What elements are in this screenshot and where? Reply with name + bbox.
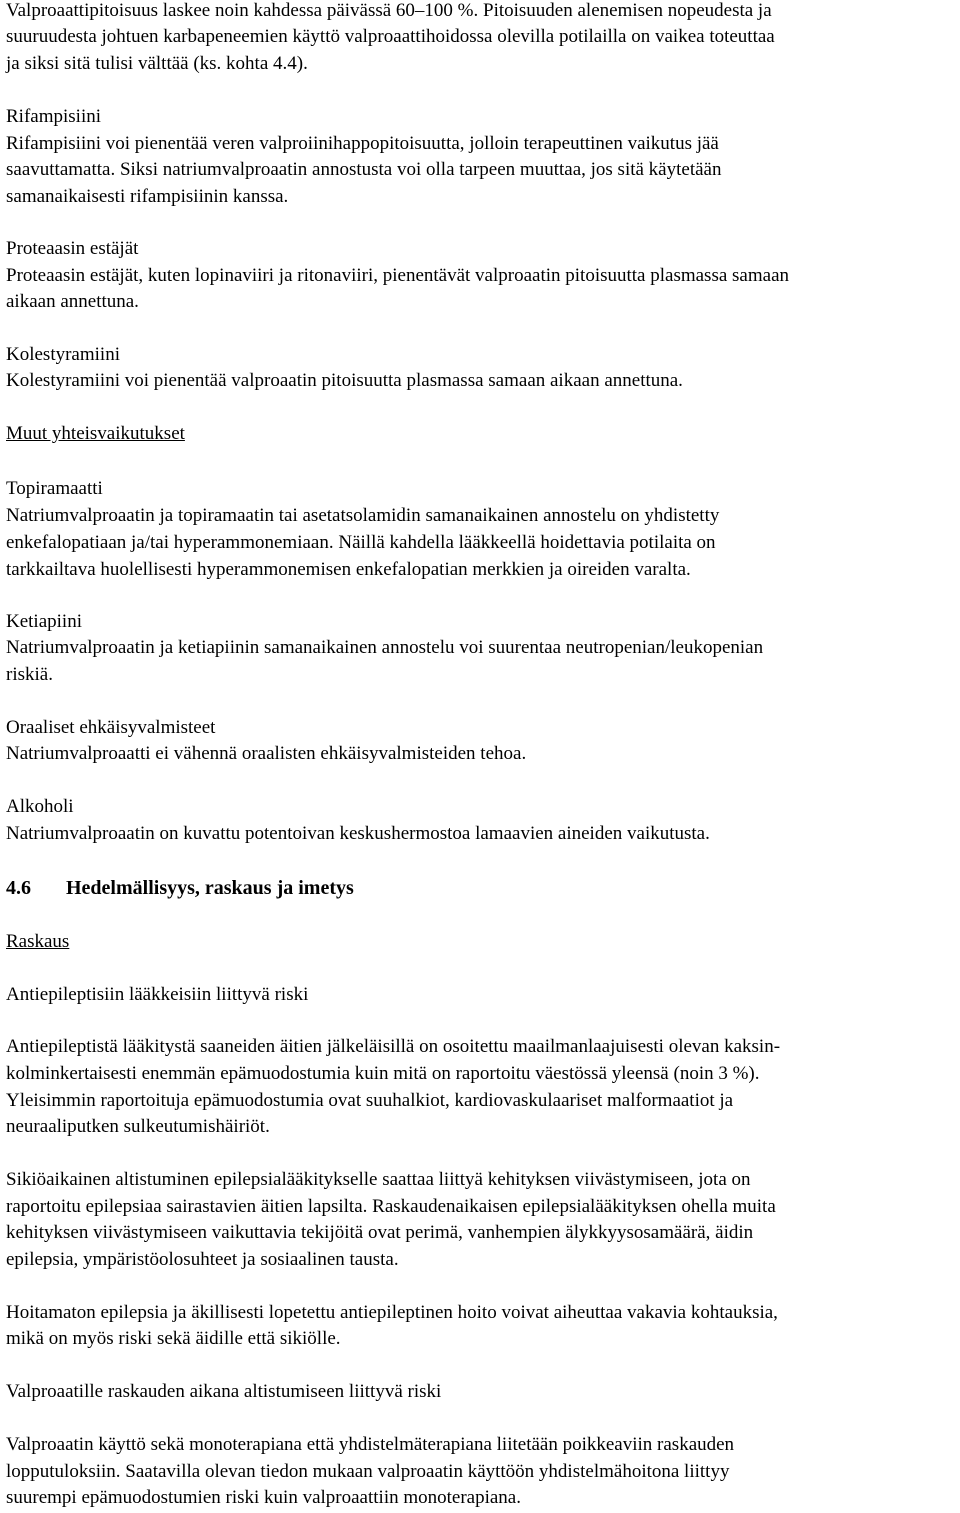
- subheading-raskaus: Raskaus: [6, 931, 70, 952]
- section-number: 4.6: [6, 877, 31, 899]
- subheading-valproaatille-riski: Valproaatille raskauden aikana altistumiseen liittyvä riski: [6, 1381, 442, 1402]
- text-line: Antiepileptistä lääkitystä saaneiden äitien jälkeläisillä on osoitettu maailmanlaajuisesti olevan kaksin-: [6, 1036, 781, 1057]
- text-line: Yleisimmin raportoituja epämuodostumia ovat suuhalkiot, kardiovaskulaariset malformaatiot ja: [6, 1090, 734, 1111]
- text-line: Natriumvalproaatti ei vähennä oraalisten ehkäisyvalmisteiden tehoa.: [6, 743, 527, 764]
- section-heading-4-6: [6, 875, 354, 902]
- text-line: Kolestyramiini voi pienentää valproaatin pitoisuutta plasmassa samaan aikaan annettuna.: [6, 370, 683, 391]
- section-title: Hedelmällisyys, raskaus ja imetys: [66, 877, 354, 899]
- text-line: ja siksi sitä tulisi välttää (ks. kohta 4.4).: [6, 53, 308, 74]
- text-line: Proteaasin estäjät, kuten lopinaviiri ja ritonaviiri, pienentävät valproaatin pitoisuutta plasmassa samaan: [6, 265, 789, 286]
- text-line: Natriumvalproaatin ja topiramaatin tai asetatsolamidin samanaikainen annostelu on yhdistetty: [6, 505, 720, 526]
- text-line: raportoitu epilepsiaa sairastavien äitien lapsilta. Raskaudenaikaisen epilepsialääkityksen ohella muita: [6, 1196, 776, 1217]
- subheading-alkoholi: Alkoholi: [6, 796, 74, 817]
- subheading-rifampisiini: Rifampisiini: [6, 106, 101, 127]
- text-line: kolminkertaisesti enemmän epämuodostumia kuin mitä on raportoitu väestössä yleensä (noin 3 %).: [6, 1063, 760, 1084]
- text-line: Rifampisiini voi pienentää veren valproiinihappopitoisuutta, jolloin terapeuttinen vaikutus jää: [6, 133, 719, 154]
- subheading-ketiapiini: Ketiapiini: [6, 611, 82, 632]
- text-line: suuruudesta johtuen karbapeneemien käyttö valproaattihoidossa olevilla potilailla on vaikea toteuttaa: [6, 26, 775, 47]
- text-line: neuraaliputken sulkeutumishäiriöt.: [6, 1116, 270, 1137]
- text-line: tarkkailtava huolellisesti hyperammonemisen enkefalopatian merkkien ja oireiden varalta.: [6, 559, 691, 580]
- text-line: mikä on myös riski sekä äidille että sikiölle.: [6, 1328, 341, 1349]
- text-line: Hoitamaton epilepsia ja äkillisesti lopetettu antiepileptinen hoito voivat aiheuttaa vakavia kohtauksia,: [6, 1302, 778, 1323]
- subheading-proteaasin-estajat: Proteaasin estäjät: [6, 238, 139, 259]
- subheading-topiramaatti: Topiramaatti: [6, 478, 103, 499]
- text-line: lopputuloksiin. Saatavilla olevan tiedon mukaan valproaatin käyttöön yhdistelmähoitona liittyy: [6, 1461, 730, 1482]
- text-line: aikaan annettuna.: [6, 291, 139, 312]
- text-line: saavuttamatta. Siksi natriumvalproaatin annostusta voi olla tarpeen muuttaa, jos sitä käytetään: [6, 159, 722, 180]
- subheading-oraaliset-ehkaisyvalmisteet: Oraaliset ehkäisyvalmisteet: [6, 717, 216, 738]
- text-line: Valproaattipitoisuus laskee noin kahdessa päivässä 60–100 %. Pitoisuuden alenemisen nopeudesta ja: [6, 0, 772, 21]
- text-line: suurempi epämuodostumien riski kuin valproaattiin monoterapiana.: [6, 1487, 521, 1508]
- text-line: riskiä.: [6, 664, 53, 685]
- text-line: Natriumvalproaatin on kuvattu potentoivan keskushermostoa lamaavien aineiden vaikutusta.: [6, 823, 710, 844]
- section-heading-muut-yhteisvaikutukset: Muut yhteisvaikutukset: [6, 423, 185, 444]
- text-line: kehityksen viivästymiseen vaikuttavia tekijöitä ovat perimä, vanhempien älykkyysosamäärä, äidin: [6, 1222, 754, 1243]
- text-line: Valproaatin käyttö sekä monoterapiana että yhdistelmäterapiana liitetään poikkeaviin raskauden: [6, 1434, 735, 1455]
- subheading-antiepileptisiin-riski: Antiepileptisiin lääkkeisiin liittyvä riski: [6, 984, 309, 1005]
- text-line: Sikiöaikainen altistuminen epilepsialääkitykselle saattaa liittyä kehityksen viivästymiseen, jota on: [6, 1169, 751, 1190]
- subheading-kolestyramiini: Kolestyramiini: [6, 344, 120, 365]
- text-line: enkefalopatiaan ja/tai hyperammonemiaan. Näillä kahdella lääkkeellä hoidettavia potilaita on: [6, 532, 716, 553]
- text-line: epilepsia, ympäristöolosuhteet ja sosiaalinen tausta.: [6, 1249, 399, 1270]
- text-line: samanaikaisesti rifampisiinin kanssa.: [6, 186, 289, 207]
- text-line: Natriumvalproaatin ja ketiapiinin samanaikainen annostelu voi suurentaa neutropenian/leukopenian: [6, 637, 764, 658]
